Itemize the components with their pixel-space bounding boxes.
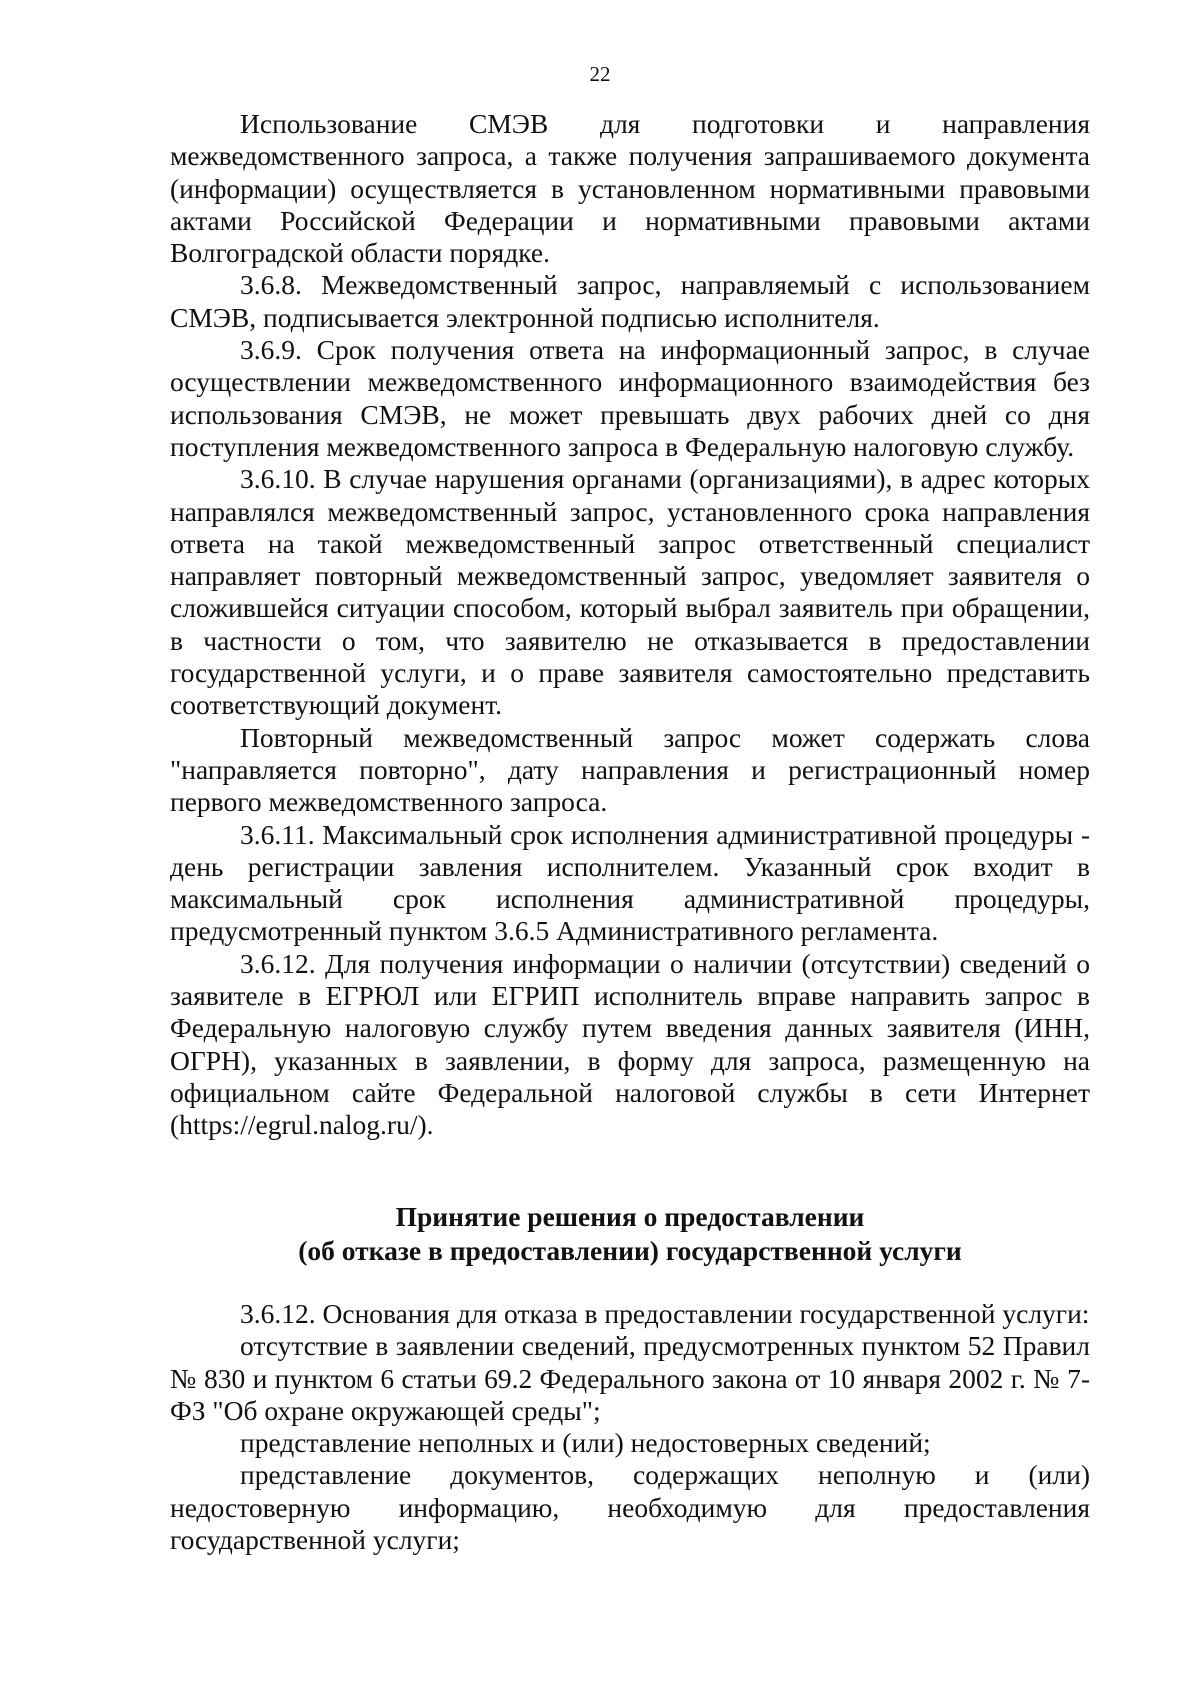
section-heading [170, 1200, 1090, 1268]
paragraph: Использование СМЭВ для подготовки и направления межведомственного запроса, а также получения запрашиваемого документа (информации) осуществляется в установленном нормативными правовыми актами Российской Федерации и нормативными правовыми актами Волгоградской области порядке. [170, 108, 1090, 269]
paragraph: 3.6.11. Максимальный срок исполнения административной процедуры - день регистрации завления исполнителем. Указанный срок входит в максимальный срок исполнения административной процедуры, предусмотренный пунктом 3.6.5 Административного регламента. [170, 818, 1090, 947]
paragraph: 3.6.10. В случае нарушения органами (организациями), в адрес которых направлялся межведомственный запрос, установленного срока направления ответа на такой межведомственный запрос ответственный специалист направляет повторный межведомственный запрос, уведомляет заявителя о сложившейся ситуации способом, который выбрал заявитель при обращении, в частности о том, что заявителю не отказывается в предоставлении государственной услуги, и о праве заявителя самостоятельно представить соответствующий документ. [170, 463, 1090, 721]
paragraph: Повторный межведомственный запрос может содержать слова "направляется повторно", дату направления и регистрационный номер первого межведомственного запроса. [170, 721, 1090, 818]
paragraph: 3.6.12. Для получения информации о наличии (отсутствии) сведений о заявителе в ЕГРЮЛ или ЕГРИП исполнитель вправе направить запрос в Федеральную налоговую службу путем введения данных заявителя (ИНН, ОГРН), указанных в заявлении, в форму для запроса, размещенную на официальном сайте Федеральной налоговой службы в сети Интернет (https://egrul.nalog.ru/). [170, 947, 1090, 1141]
section-heading-line: Принятие решения о предоставлении [395, 1201, 865, 1232]
paragraph: представление документов, содержащих неполную и (или) недостоверную информацию, необходимую для предоставления государственной услуги; [170, 1459, 1090, 1556]
body-text-top [170, 108, 1090, 1142]
body-text-bottom [170, 1298, 1090, 1556]
paragraph: 3.6.9. Срок получения ответа на информационный запрос, в случае осуществлении межведомственного информационного взаимодействия без использования СМЭВ, не может превышать двух рабочих дней со дня поступления межведомственного запроса в Федеральную налоговую службу. [170, 334, 1090, 462]
page-number: 22 [589, 62, 611, 86]
paragraph: 3.6.8. Межведомственный запрос, направляемый с использованием СМЭВ, подписывается электронной подписью исполнителя. [170, 269, 1090, 333]
paragraph: отсутствие в заявлении сведений, предусмотренных пунктом 52 Правил № 830 и пунктом 6 статьи 69.2 Федерального закона от 10 января 2002 г. № 7-ФЗ "Об охране окружающей среды"; [170, 1330, 1090, 1426]
paragraph: представление неполных и (или) недостоверных сведений; [240, 1427, 931, 1459]
section-heading-line: (об отказе в предоставлении) государственной услуги [298, 1235, 962, 1266]
paragraph: 3.6.12. Основания для отказа в предоставлении государственной услуги: [240, 1298, 1090, 1329]
